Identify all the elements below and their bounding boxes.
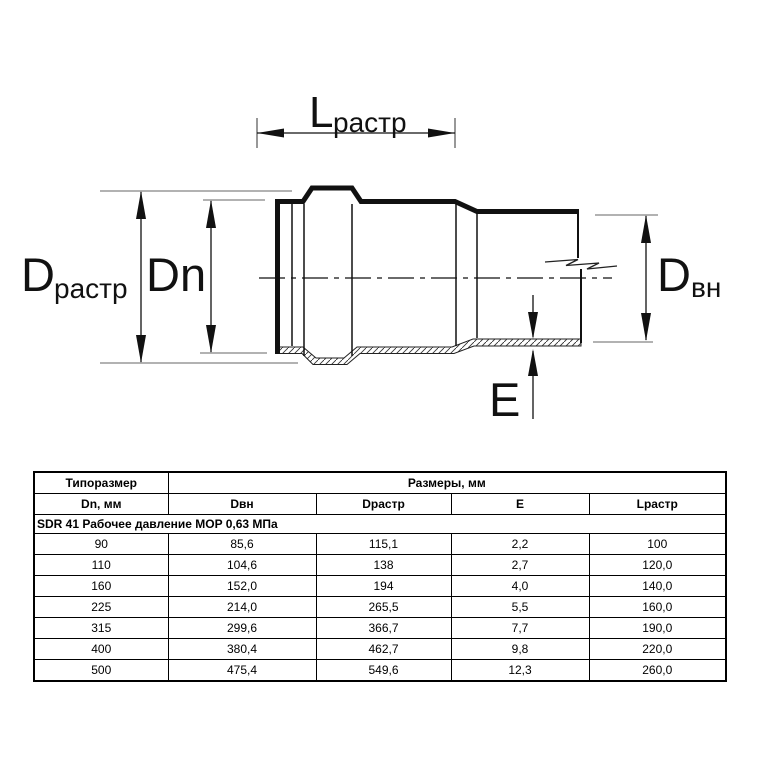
label-e: E xyxy=(489,373,521,426)
cell: 549,6 xyxy=(316,660,451,682)
cell: 9,8 xyxy=(451,639,589,660)
col-header-drastr: Dрастр xyxy=(316,494,451,515)
dimension-d-rastr xyxy=(21,191,146,363)
table-row xyxy=(34,639,726,660)
label-dn: Dn xyxy=(146,248,207,301)
table-header-row-1 xyxy=(34,472,726,494)
col-header-tiporazmer: Типоразмер xyxy=(34,472,168,494)
cell: 160,0 xyxy=(589,597,726,618)
cell: 299,6 xyxy=(168,618,316,639)
table-row xyxy=(34,534,726,555)
cell: 5,5 xyxy=(451,597,589,618)
table-row xyxy=(34,660,726,682)
dimension-l-rastr xyxy=(257,88,455,148)
col-header-dvn: Dвн xyxy=(168,494,316,515)
dimensions-table xyxy=(33,471,727,682)
cell: 265,5 xyxy=(316,597,451,618)
cell: 115,1 xyxy=(316,534,451,555)
pipe-wall-section xyxy=(277,339,581,365)
cell: 225 xyxy=(34,597,168,618)
cell: 400 xyxy=(34,639,168,660)
cell: 120,0 xyxy=(589,555,726,576)
cell: 12,3 xyxy=(451,660,589,682)
label-l-rastr-sub: растр xyxy=(333,107,407,138)
table-row xyxy=(34,597,726,618)
cell: 462,7 xyxy=(316,639,451,660)
cell: 475,4 xyxy=(168,660,316,682)
table-row xyxy=(34,555,726,576)
cell: 260,0 xyxy=(589,660,726,682)
col-header-lrastr: Lрастр xyxy=(589,494,726,515)
cell: 2,7 xyxy=(451,555,589,576)
col-header-group-sizes: Размеры, мм xyxy=(168,472,726,494)
cell: 90 xyxy=(34,534,168,555)
break-symbol xyxy=(545,260,617,270)
cell: 500 xyxy=(34,660,168,682)
label-d-vn-main: D xyxy=(657,248,691,301)
label-l-rastr-main: L xyxy=(309,88,334,137)
cell: 7,7 xyxy=(451,618,589,639)
dimension-e xyxy=(489,295,538,426)
cell: 140,0 xyxy=(589,576,726,597)
cell: 315 xyxy=(34,618,168,639)
table-row xyxy=(34,618,726,639)
cell: 152,0 xyxy=(168,576,316,597)
pipe-outline xyxy=(278,188,582,354)
dimension-d-vn xyxy=(641,215,721,341)
table-header-row-2 xyxy=(34,494,726,515)
cell: 104,6 xyxy=(168,555,316,576)
cell: 366,7 xyxy=(316,618,451,639)
cell: 110 xyxy=(34,555,168,576)
label-d-vn-sub: вн xyxy=(691,272,722,303)
cell: 190,0 xyxy=(589,618,726,639)
cell: 380,4 xyxy=(168,639,316,660)
cell: 4,0 xyxy=(451,576,589,597)
col-header-e: E xyxy=(451,494,589,515)
pipe-inner-edges xyxy=(292,204,477,356)
cell: 194 xyxy=(316,576,451,597)
dimension-dn xyxy=(146,200,216,353)
cell: 138 xyxy=(316,555,451,576)
cell: 160 xyxy=(34,576,168,597)
label-d-rastr-main: D xyxy=(21,248,55,301)
table-section-row xyxy=(34,515,726,534)
table-row xyxy=(34,576,726,597)
cell: 100 xyxy=(589,534,726,555)
cell: 214,0 xyxy=(168,597,316,618)
label-d-rastr-sub: растр xyxy=(54,273,128,304)
cell: 220,0 xyxy=(589,639,726,660)
col-header-dn: Dn, мм xyxy=(34,494,168,515)
cell: 2,2 xyxy=(451,534,589,555)
cell: 85,6 xyxy=(168,534,316,555)
section-row-label: SDR 41 Рабочее давление MOP 0,63 МПа xyxy=(34,515,726,534)
